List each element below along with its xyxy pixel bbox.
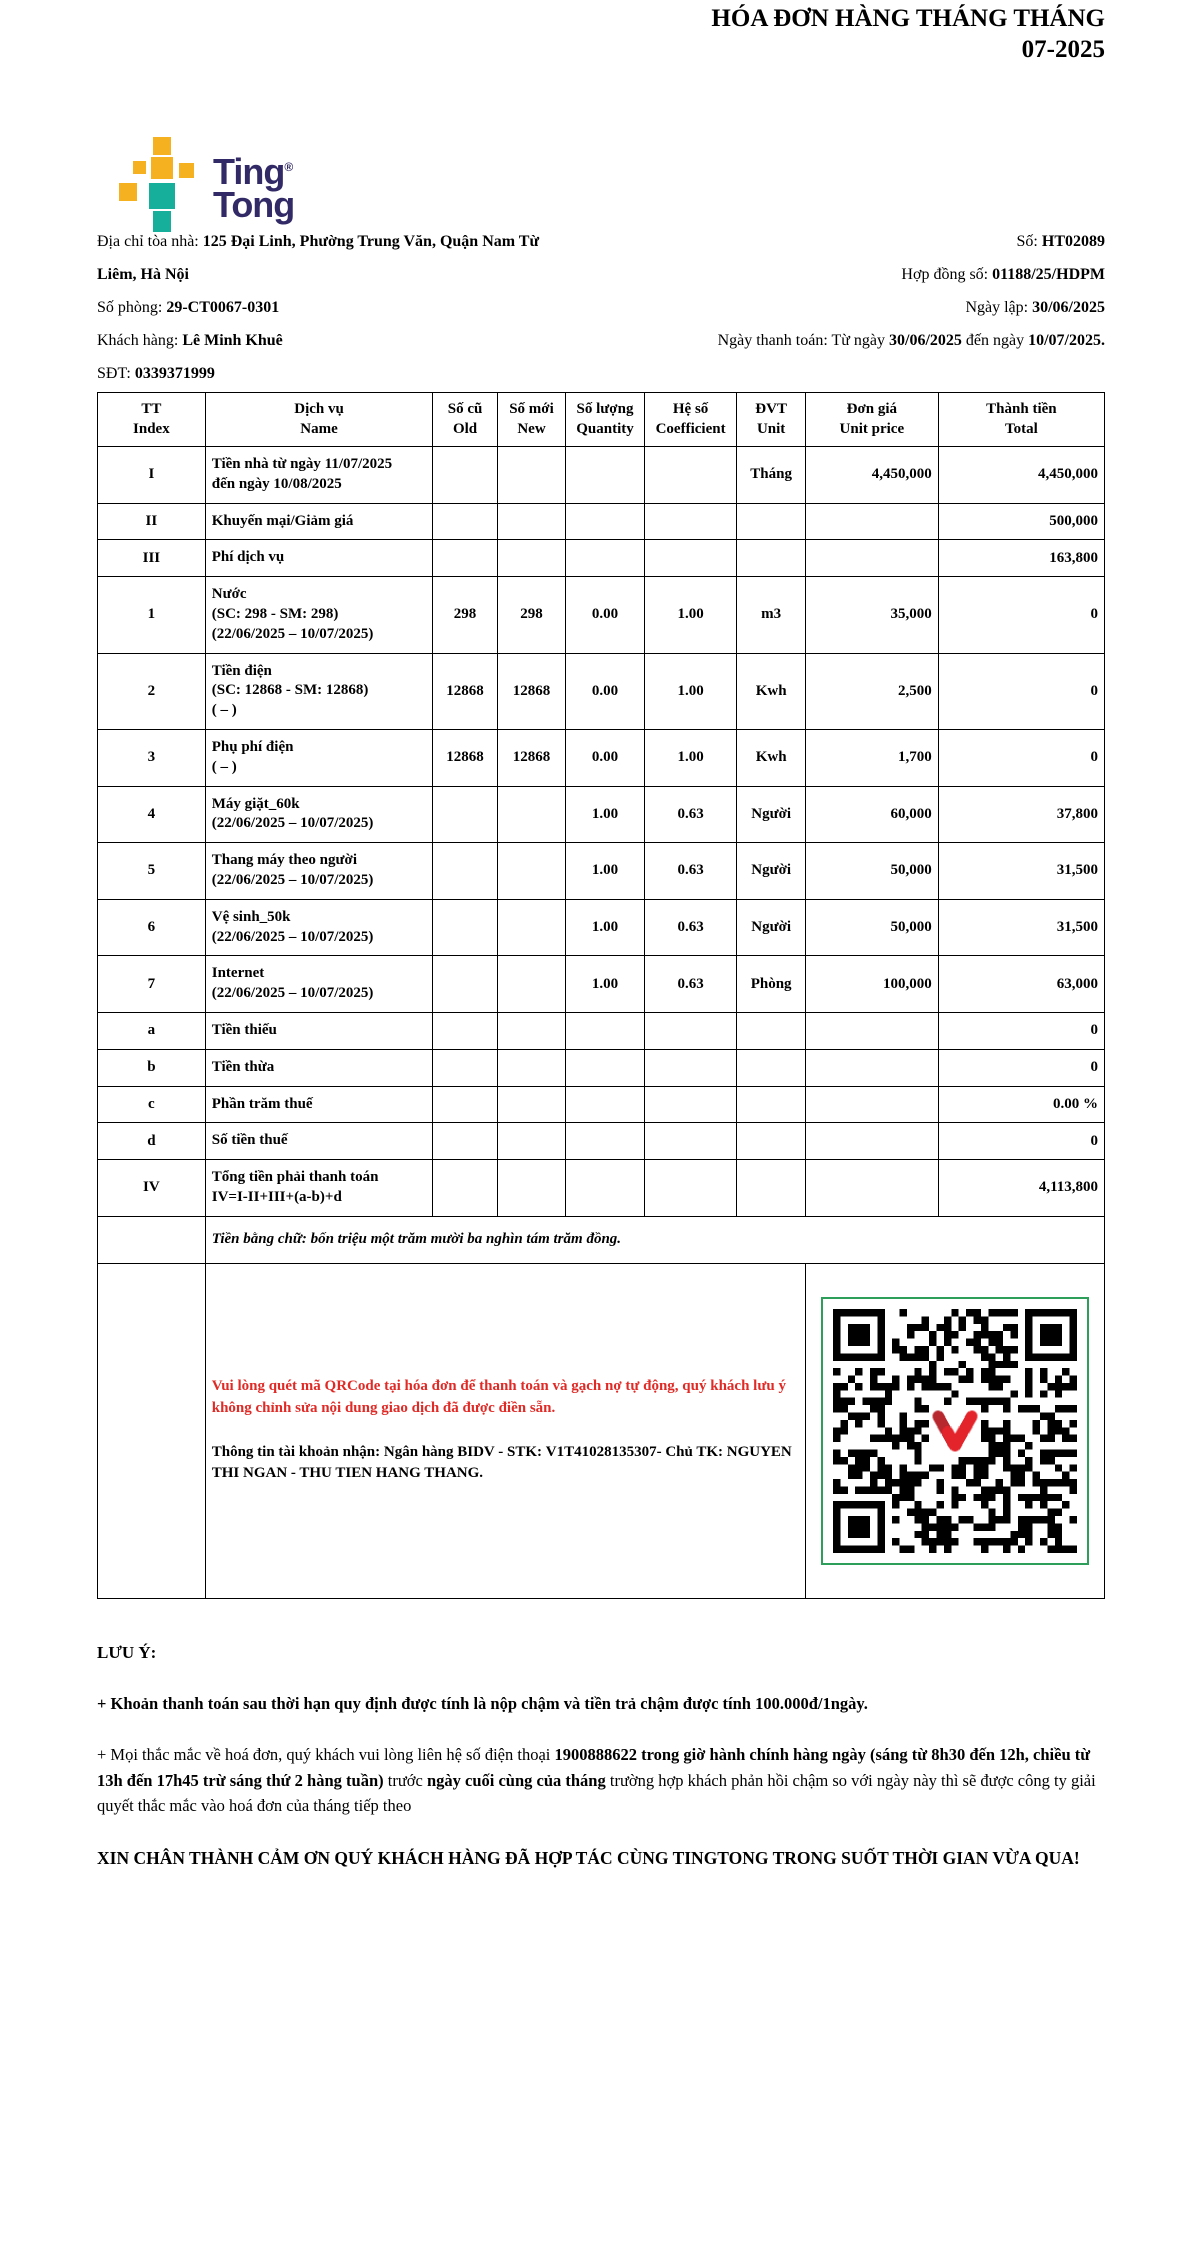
cell-total: 0 [938, 729, 1104, 786]
service-row [98, 729, 1105, 786]
cell-new [497, 1086, 565, 1123]
column-header: Thành tiền Total [938, 393, 1104, 447]
cell-service-name: Internet (22/06/2025 – 10/07/2025) [205, 956, 433, 1013]
cell-total: 0.00 % [938, 1086, 1104, 1123]
empty-cell [98, 1263, 206, 1598]
cell-service-name: Tiền thiếu [205, 1012, 433, 1049]
info-right-column [625, 225, 1105, 390]
cell-unit-price [805, 1049, 938, 1086]
column-header: Hệ số Coefficient [644, 393, 737, 447]
cell-quantity: 0.00 [566, 653, 645, 729]
cell-index: 6 [98, 899, 206, 956]
service-row [98, 956, 1105, 1013]
text-part: - Chủ TK: [656, 1443, 727, 1460]
cell-quantity [566, 503, 645, 540]
cell-new [497, 956, 565, 1013]
cell-new: 12868 [497, 729, 565, 786]
info-left-column [97, 225, 577, 390]
cell-unit-price [805, 1012, 938, 1049]
cell-new [497, 1049, 565, 1086]
cell-total: 4,450,000 [938, 447, 1104, 504]
footer-notes [97, 1643, 1105, 1872]
cell-old [433, 1086, 497, 1123]
text-part: + Khoản thanh toán sau thời hạn quy định được tính là nộp chậm và tiền trả chậm được tính 100.000đ/1ngày. [97, 1693, 868, 1713]
qr-code-cell [805, 1263, 1104, 1598]
cell-unit-price: 4,450,000 [805, 447, 938, 504]
qr-warning-text: Vui lòng quét mã QRCode tại hóa đơn để thanh toán và gạch nợ tự động, quý khách lưu ý không chỉnh sửa nội dung giao dịch đã được điền sẵn. [211, 1378, 786, 1416]
cell-new [497, 899, 565, 956]
text-part: trước [383, 1770, 427, 1790]
cell-new: 12868 [497, 653, 565, 729]
text-part: trường hợp khách phản hồi chậm so với ngày này thì sẽ được công ty giải quyết thắc mắc vào hoá đơn của tháng tiếp theo [97, 1770, 1096, 1816]
cell-index: 1 [98, 577, 206, 653]
cell-unit: Kwh [737, 653, 805, 729]
cell-quantity [566, 447, 645, 504]
cell-index: 7 [98, 956, 206, 1013]
invoice-header [97, 0, 1105, 225]
info-line: Số: HT02089 [1016, 233, 1105, 250]
table-body [98, 447, 1105, 1217]
invoice-content [97, 0, 1105, 1897]
cell-new [497, 786, 565, 843]
cell-index: b [98, 1049, 206, 1086]
cell-quantity [566, 1012, 645, 1049]
cell-quantity [566, 1049, 645, 1086]
cell-service-name: Tiền thừa [205, 1049, 433, 1086]
cell-service-name: Vệ sinh_50k (22/06/2025 – 10/07/2025) [205, 899, 433, 956]
tingtong-logo-icon [119, 137, 199, 232]
cell-unit-price: 50,000 [805, 899, 938, 956]
cell-quantity: 0.00 [566, 577, 645, 653]
service-row [98, 1086, 1105, 1123]
cell-quantity [566, 1086, 645, 1123]
cell-coefficient: 1.00 [644, 577, 737, 653]
text-part: bốn triệu một trăm mười ba nghìn tám trăm đồng. [310, 1231, 622, 1248]
empty-cell [98, 1216, 206, 1263]
cell-new [497, 843, 565, 900]
service-row [98, 1049, 1105, 1086]
cell-total: 163,800 [938, 540, 1104, 577]
cell-unit-price [805, 1123, 938, 1160]
column-header: Đơn giá Unit price [805, 393, 938, 447]
service-row [98, 786, 1105, 843]
cell-index: II [98, 503, 206, 540]
cell-old [433, 1049, 497, 1086]
cell-new [497, 540, 565, 577]
service-row [98, 653, 1105, 729]
cell-coefficient: 0.63 [644, 956, 737, 1013]
cell-total: 31,500 [938, 899, 1104, 956]
cell-coefficient [644, 503, 737, 540]
cell-new [497, 447, 565, 504]
tingtong-logo [119, 137, 294, 232]
cell-old [433, 447, 497, 504]
cell-index: 4 [98, 786, 206, 843]
qr-code-frame [821, 1297, 1089, 1565]
cell-quantity: 1.00 [566, 956, 645, 1013]
cell-old [433, 1012, 497, 1049]
cell-service-name: Phụ phí điện ( – ) [205, 729, 433, 786]
cell-unit-price [805, 503, 938, 540]
cell-total: 500,000 [938, 503, 1104, 540]
cell-unit-price: 50,000 [805, 843, 938, 900]
cell-unit-price: 1,700 [805, 729, 938, 786]
cell-old [433, 1160, 497, 1217]
cell-unit [737, 540, 805, 577]
info-line: SĐT: 0339371999 [97, 365, 215, 382]
cell-index: a [98, 1012, 206, 1049]
service-row [98, 843, 1105, 900]
cell-coefficient: 0.63 [644, 843, 737, 900]
cell-unit: Phòng [737, 956, 805, 1013]
cell-service-name: Tổng tiền phải thanh toán IV=I-II+III+(a-b)+d [205, 1160, 433, 1217]
text-part: Thông tin tài khoản nhận: Ngân hàng BIDV - STK: [211, 1443, 546, 1460]
cell-unit-price [805, 1160, 938, 1217]
service-row [98, 577, 1105, 653]
text-part: . [479, 1465, 484, 1482]
column-header: Dịch vụ Name [205, 393, 433, 447]
cell-old: 12868 [433, 729, 497, 786]
cell-old [433, 1123, 497, 1160]
brand-name-top: Ting [213, 151, 285, 192]
cell-index: d [98, 1123, 206, 1160]
cell-new [497, 503, 565, 540]
cell-service-name: Số tiền thuế [205, 1123, 433, 1160]
cell-old [433, 786, 497, 843]
cell-service-name: Phần trăm thuế [205, 1086, 433, 1123]
cell-coefficient [644, 1012, 737, 1049]
cell-quantity: 1.00 [566, 843, 645, 900]
cell-quantity: 1.00 [566, 899, 645, 956]
text-part: + Mọi thắc mắc về hoá đơn, quý khách vui lòng liên hệ số điện thoại [97, 1745, 555, 1765]
info-line: Hợp đồng số: 01188/25/HDPM [901, 266, 1105, 283]
column-header: ĐVT Unit [737, 393, 805, 447]
service-row [98, 447, 1105, 504]
bank-account-info [212, 1442, 799, 1486]
cell-coefficient [644, 540, 737, 577]
cell-new [497, 1123, 565, 1160]
text-part: V1T41028135307 [545, 1443, 657, 1460]
cell-unit [737, 503, 805, 540]
info-line: Ngày lập: 30/06/2025 [965, 299, 1105, 316]
text-part: 1900888622 trong giờ hành chính hàng ngày (sáng từ 8h30 đến 12h, chiều từ 13h đến 17h45 trừ sáng thứ 2 hàng tuần) [97, 1745, 1091, 1790]
cell-old [433, 843, 497, 900]
cell-quantity [566, 1160, 645, 1217]
cell-old [433, 540, 497, 577]
cell-old [433, 503, 497, 540]
cell-unit-price: 100,000 [805, 956, 938, 1013]
cell-unit: Người [737, 786, 805, 843]
column-header: Số lượng Quantity [566, 393, 645, 447]
late-payment-note [97, 1691, 1105, 1717]
service-row [98, 899, 1105, 956]
cell-unit [737, 1123, 805, 1160]
info-line: Khách hàng: Lê Minh Khuê [97, 332, 283, 349]
service-row [98, 1012, 1105, 1049]
service-row [98, 1160, 1105, 1217]
service-row [98, 540, 1105, 577]
payment-qr-code [833, 1309, 1077, 1553]
cell-service-name: Khuyến mại/Giảm giá [205, 503, 433, 540]
cell-quantity: 0.00 [566, 729, 645, 786]
info-line: Số phòng: 29-CT0067-0301 [97, 299, 280, 316]
cell-coefficient [644, 1049, 737, 1086]
cell-unit [737, 1012, 805, 1049]
text-part: NGUYEN THI NGAN - THU TIEN HANG THANG [211, 1443, 792, 1482]
cell-total: 37,800 [938, 786, 1104, 843]
cell-index: III [98, 540, 206, 577]
service-row [98, 1123, 1105, 1160]
cell-coefficient [644, 1123, 737, 1160]
cell-total: 0 [938, 1123, 1104, 1160]
cell-total: 31,500 [938, 843, 1104, 900]
column-header: TT Index [98, 393, 206, 447]
thank-you-note [97, 1845, 1105, 1871]
column-header: Số mới New [497, 393, 565, 447]
cell-new [497, 1160, 565, 1217]
cell-index: 5 [98, 843, 206, 900]
qr-row [98, 1263, 1105, 1598]
cell-coefficient [644, 1160, 737, 1217]
text-part: Tiền bằng chữ: [211, 1231, 311, 1248]
cell-coefficient: 0.63 [644, 899, 737, 956]
payment-instructions-cell [205, 1263, 805, 1598]
cell-unit-price: 2,500 [805, 653, 938, 729]
cell-index: 3 [98, 729, 206, 786]
tingtong-logo-text [213, 137, 295, 226]
cell-unit-price [805, 1086, 938, 1123]
cell-unit-price: 35,000 [805, 577, 938, 653]
cell-unit-price: 60,000 [805, 786, 938, 843]
table-header-row [98, 393, 1105, 447]
amount-in-words [205, 1216, 1104, 1263]
cell-total: 0 [938, 577, 1104, 653]
cell-quantity [566, 1123, 645, 1160]
amount-in-words-row [98, 1216, 1105, 1263]
cell-quantity [566, 540, 645, 577]
cell-coefficient [644, 1086, 737, 1123]
text-part: ngày cuối cùng của tháng [426, 1770, 606, 1790]
cell-service-name: Tiền điện (SC: 12868 - SM: 12868) ( – ) [205, 653, 433, 729]
cell-service-name: Phí dịch vụ [205, 540, 433, 577]
invoice-info [97, 225, 1105, 390]
cell-index: 2 [98, 653, 206, 729]
cell-coefficient: 0.63 [644, 786, 737, 843]
cell-total: 0 [938, 1049, 1104, 1086]
cell-unit: Tháng [737, 447, 805, 504]
cell-coefficient [644, 447, 737, 504]
cell-old [433, 956, 497, 1013]
cell-total: 0 [938, 653, 1104, 729]
cell-total: 0 [938, 1012, 1104, 1049]
cell-unit-price [805, 540, 938, 577]
cell-unit: Kwh [737, 729, 805, 786]
service-row [98, 503, 1105, 540]
cell-unit: Người [737, 899, 805, 956]
text-part: XIN CHÂN THÀNH CẢM ƠN QUÝ KHÁCH HÀNG ĐÃ HỢP TÁC CÙNG TINGTONG TRONG SUỐT THỜI GIAN VỪA QUA! [97, 1847, 1080, 1868]
cell-coefficient: 1.00 [644, 653, 737, 729]
cell-service-name: Nước (SC: 298 - SM: 298) (22/06/2025 – 10/07/2025) [205, 577, 433, 653]
cell-index: c [98, 1086, 206, 1123]
info-line: Ngày thanh toán: Từ ngày 30/06/2025 đến ngày 10/07/2025. [717, 332, 1105, 349]
cell-total: 4,113,800 [938, 1160, 1104, 1217]
cell-unit [737, 1160, 805, 1217]
cell-quantity: 1.00 [566, 786, 645, 843]
brand-name-bottom: Tong [213, 184, 295, 226]
cell-total: 63,000 [938, 956, 1104, 1013]
cell-service-name: Máy giặt_60k (22/06/2025 – 10/07/2025) [205, 786, 433, 843]
cell-coefficient: 1.00 [644, 729, 737, 786]
cell-service-name: Thang máy theo người (22/06/2025 – 10/07/2025) [205, 843, 433, 900]
cell-unit: Người [737, 843, 805, 900]
hotline-note [97, 1742, 1105, 1819]
cell-unit: m3 [737, 577, 805, 653]
invoice-table [97, 392, 1105, 1599]
notes-heading: LƯU Ý: [97, 1642, 157, 1662]
cell-service-name: Tiền nhà từ ngày 11/07/2025 đến ngày 10/08/2025 [205, 447, 433, 504]
invoice-title: HÓA ĐƠN HÀNG THÁNG THÁNG 07-2025 [711, 5, 1105, 64]
column-header: Số cũ Old [433, 393, 497, 447]
cell-unit [737, 1049, 805, 1086]
cell-old [433, 899, 497, 956]
cell-old: 12868 [433, 653, 497, 729]
cell-index: IV [98, 1160, 206, 1217]
cell-new: 298 [497, 577, 565, 653]
registered-mark: ® [284, 160, 294, 174]
cell-unit [737, 1086, 805, 1123]
cell-index: I [98, 447, 206, 504]
cell-old: 298 [433, 577, 497, 653]
info-line: Địa chỉ tòa nhà: 125 Đại Linh, Phường Trung Văn, Quận Nam Từ Liêm, Hà Nội [97, 233, 540, 283]
cell-new [497, 1012, 565, 1049]
